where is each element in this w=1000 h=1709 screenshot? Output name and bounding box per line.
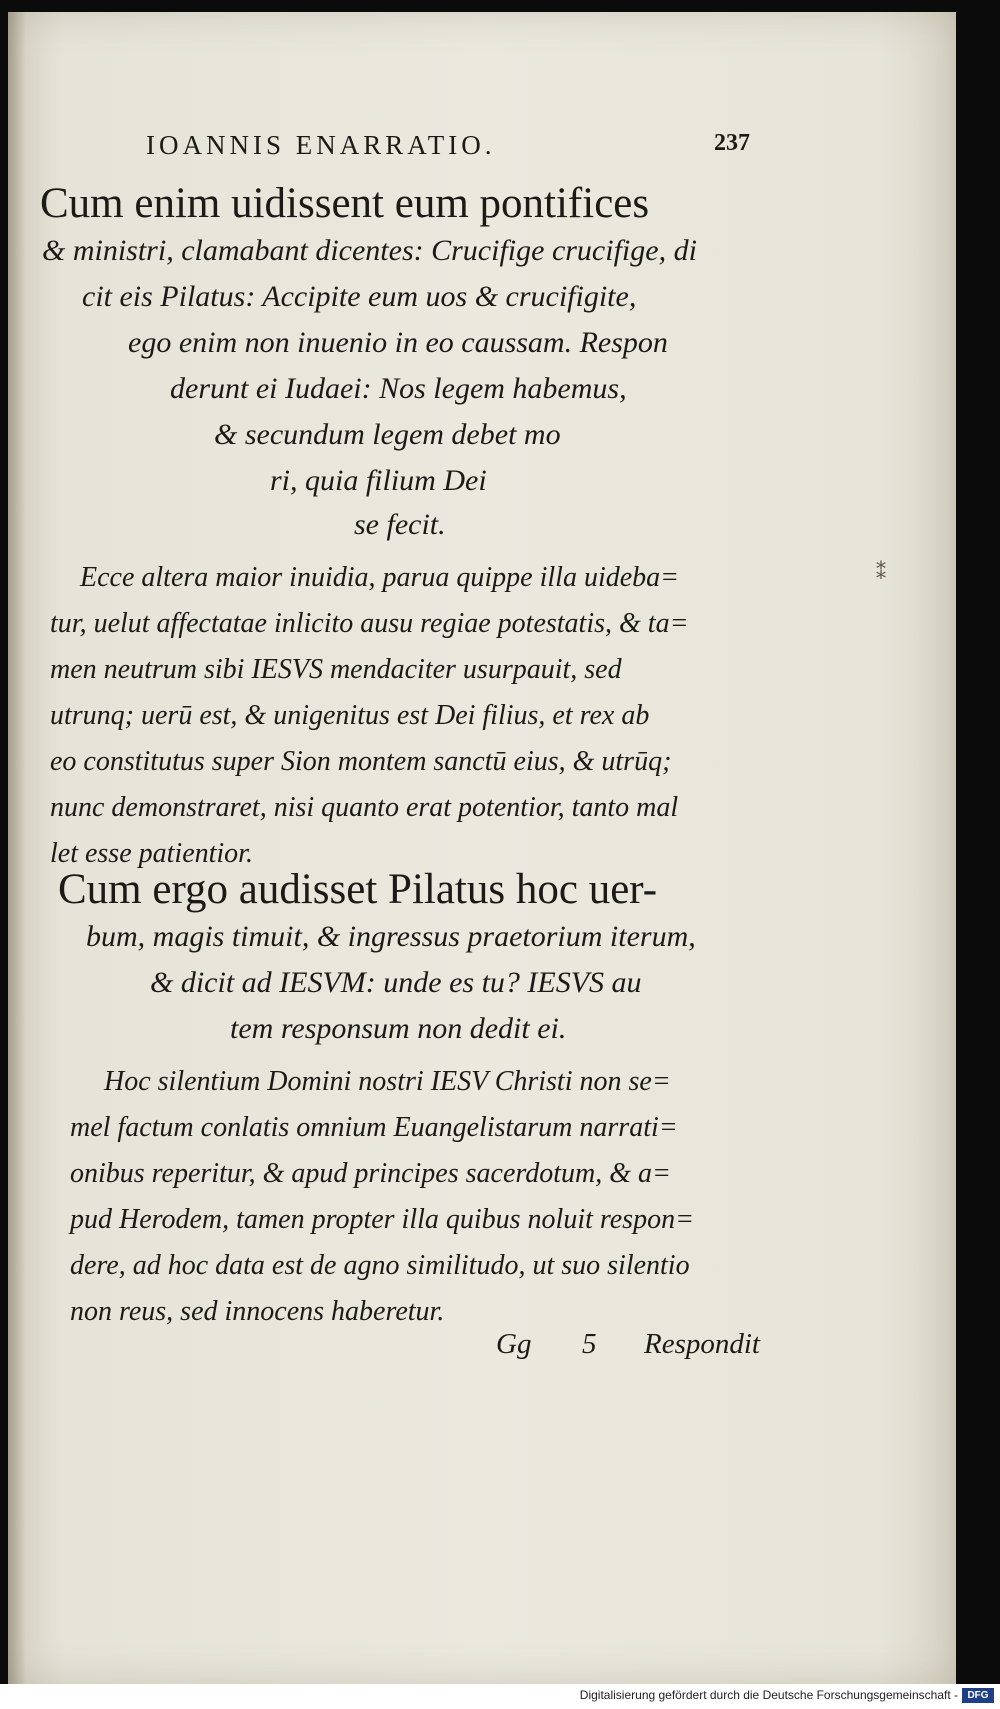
book-page <box>8 12 956 1684</box>
verse2-line: tem responsum non dedit ei. <box>230 1012 567 1045</box>
verse1-line: & ministri, clamabant dicentes: Crucifige crucifige, di <box>42 234 697 267</box>
commentary2-line: mel factum conlatis omnium Euangelistarum narrati= <box>70 1112 678 1143</box>
commentary2-line: non reus, sed innocens haberetur. <box>70 1296 445 1327</box>
commentary2-line: onibus reperitur, & apud principes sacerdotum, & a= <box>70 1158 671 1189</box>
running-head: IOANNIS ENARRATIO. <box>146 130 496 160</box>
verse1-line: se fecit. <box>354 508 446 541</box>
catchword: Respondit <box>644 1328 760 1360</box>
commentary1-line: let esse patientior. <box>50 838 253 869</box>
verse1-line: cit eis Pilatus: Accipite eum uos & crucifigite, <box>82 280 637 313</box>
verse2-line: bum, magis timuit, & ingressus praetorium iterum, <box>86 920 696 953</box>
verse2-line: Cum ergo audisset Pilatus hoc uer- <box>58 866 658 913</box>
verse1-line: & secundum legem debet mo <box>214 418 561 451</box>
commentary1-line: nunc demonstraret, nisi quanto erat potentior, tanto mal <box>50 792 679 823</box>
commentary1-line: tur, uelut affectatae inlicito ausu regiae potestatis, & ta= <box>50 608 689 639</box>
commentary2-line: pud Herodem, tamen propter illa quibus noluit respon= <box>70 1204 694 1235</box>
verse1-line: derunt ei Iudaei: Nos legem habemus, <box>170 372 627 405</box>
commentary1-line: men neutrum sibi IESVS mendaciter usurpauit, sed <box>50 654 622 685</box>
page-number: 237 <box>714 130 750 156</box>
commentary1-line: utrunq; uerū est, & unigenitus est Dei filius, et rex ab <box>50 700 650 731</box>
verse1-line: ego enim non inuenio in eo caussam. Respon <box>128 326 668 359</box>
verse1-line: ri, quia filium Dei <box>270 464 487 497</box>
dfg-logo: DFG <box>962 1688 994 1703</box>
margin-mark: ⁑ <box>876 562 886 584</box>
commentary2-line: dere, ad hoc data est de agno similitudo, ut suo silentio <box>70 1250 690 1281</box>
page-header <box>110 130 750 170</box>
verse1-line: Cum enim uidissent eum pontifices <box>40 180 650 227</box>
signature-number: 5 <box>582 1328 597 1360</box>
commentary1-line: Ecce altera maior inuidia, parua quippe illa uideba= <box>80 562 680 593</box>
footer-bar <box>0 1684 1000 1709</box>
signature-mark: Gg <box>496 1328 532 1360</box>
verse2-line: & dicit ad IESVM: unde es tu? IESVS au <box>150 966 642 999</box>
commentary1-line: eo constitutus super Sion montem sanctū eius, & utrūq; <box>50 746 672 777</box>
commentary2-line: Hoc silentium Domini nostri IESV Christi non se= <box>104 1066 671 1097</box>
digitization-credit: Digitalisierung gefördert durch die Deutsche Forschungsgemeinschaft - <box>579 1688 958 1702</box>
